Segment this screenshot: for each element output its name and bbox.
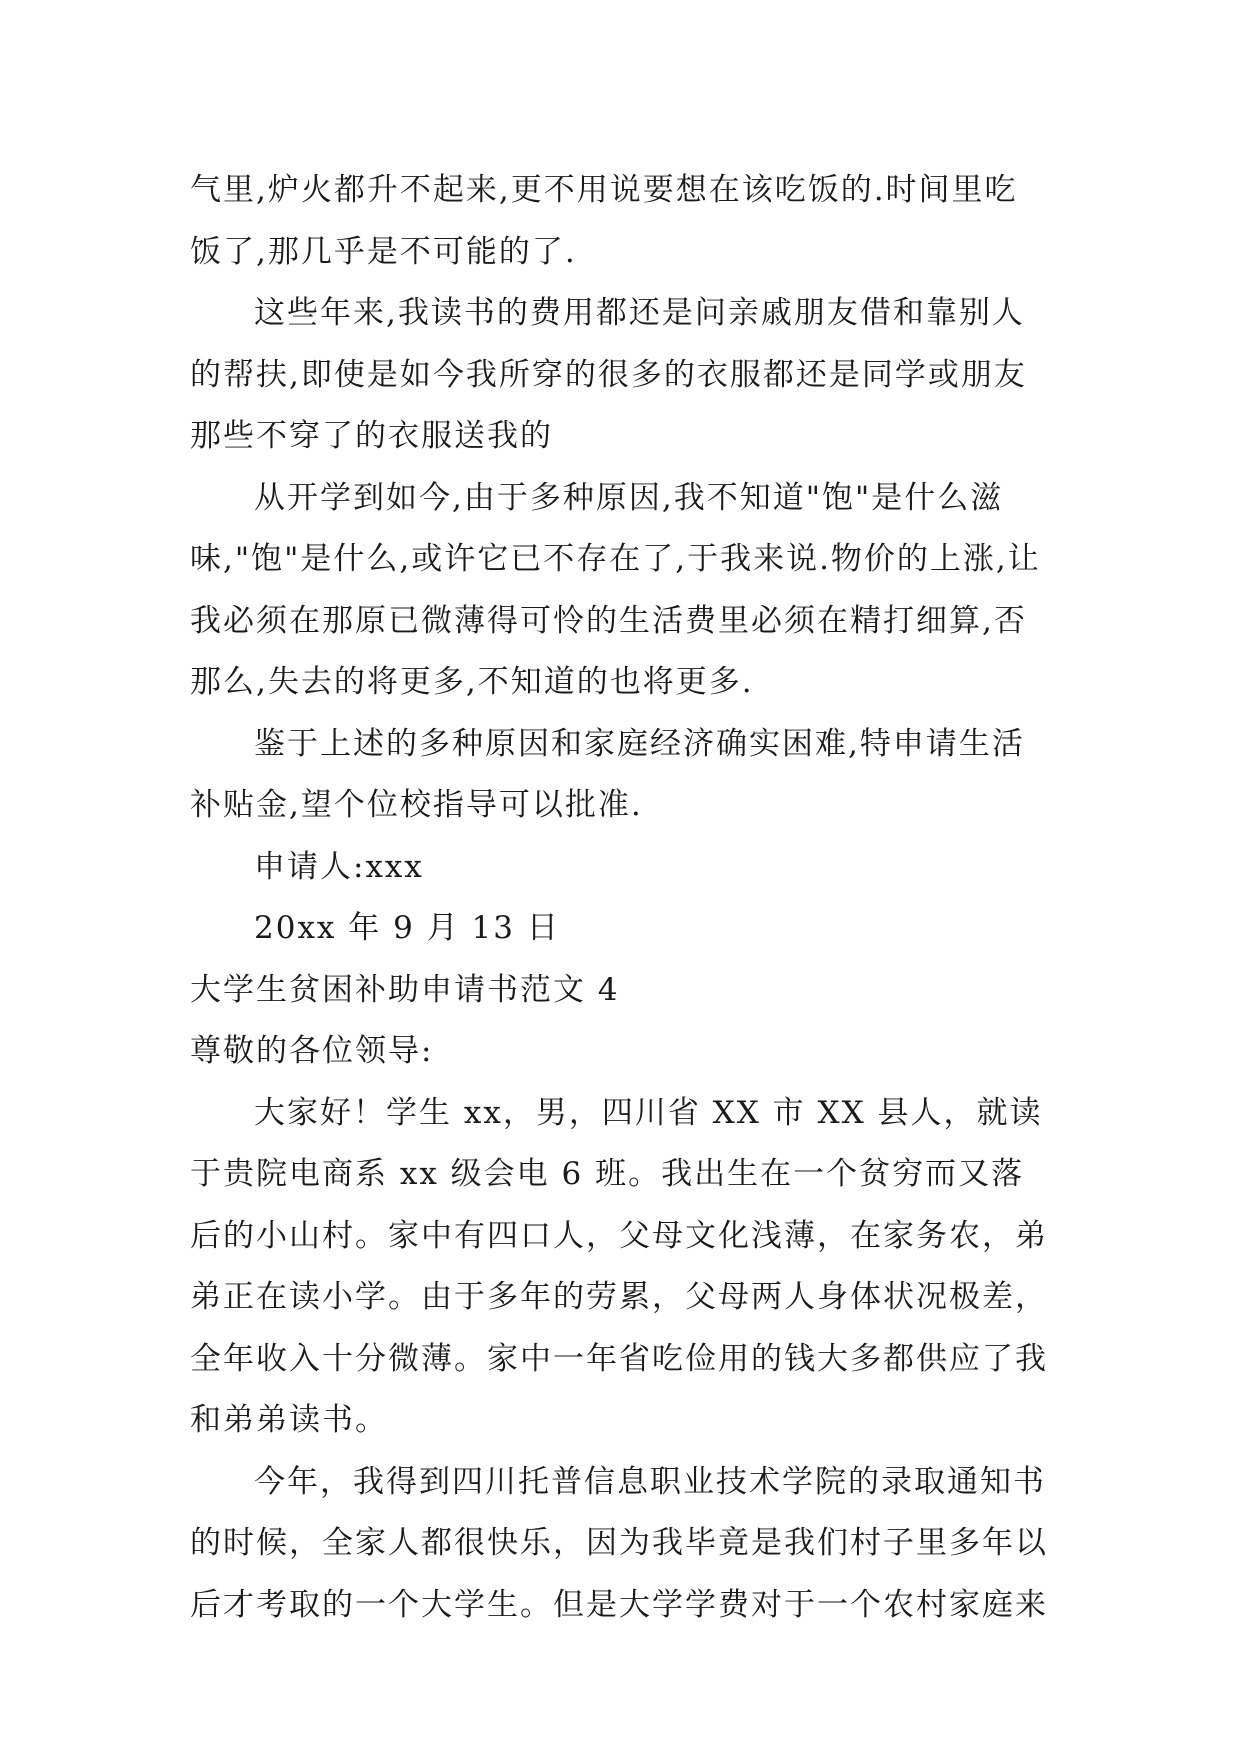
paragraph-hunger: 从开学到如今,由于多种原因,我不知道"饱"是什么滋味,"饱"是什么,或许它已不存在了,于我来说.物价的上涨,让我必须在那原已微薄得可怜的生活费里必须在精打细算,否那么,失去的将更多,不知道的也将更多. <box>190 479 1041 700</box>
applicant-signature: 申请人:xxx <box>254 848 424 885</box>
salutation: 尊敬的各位领导: <box>190 1033 434 1069</box>
application-date: 20xx 年 9 月 13 日 <box>254 910 560 946</box>
paragraph-introduction: 大家好！学生 xx，男，四川省 XX 市 XX 县人，就读于贵院电商系 xx 级会电 6 班。我出生在一个贫穷而又落后的小山村。家中有四口人，父母文化浅薄，在家务农，弟弟正在读小学。由于多年的劳累，父母两人身体状况极差，全年收入十分微薄。家中一年省吃俭用的钱大多都供应了我和弟弟读书。 <box>190 1094 1048 1438</box>
paragraph-request: 鉴于上述的多种原因和家庭经济确实困难,特申请生活补贴金,望个位校指导可以批准. <box>190 725 1025 823</box>
section-title: 大学生贫困补助申请书范文 4 <box>190 971 620 1008</box>
paragraph-admission: 今年，我得到四川托普信息职业技术学院的录取通知书的时候，全家人都很快乐，因为我毕竟是我们村子里多年以后才考取的一个大学生。但是大学学费对于一个农村家庭来 <box>190 1463 1048 1623</box>
paragraph-continued: 气里,炉火都升不起来,更不用说要想在该吃饭的.时间里吃饭了,那几乎是不可能的了. <box>190 172 1018 270</box>
paragraph-expenses: 这些年来,我读书的费用都还是问亲戚朋友借和靠别人的帮扶,即使是如今我所穿的很多的衣服都还是同学或朋友那些不穿了的衣服送我的 <box>190 295 1027 454</box>
document-body <box>190 160 1050 1636</box>
